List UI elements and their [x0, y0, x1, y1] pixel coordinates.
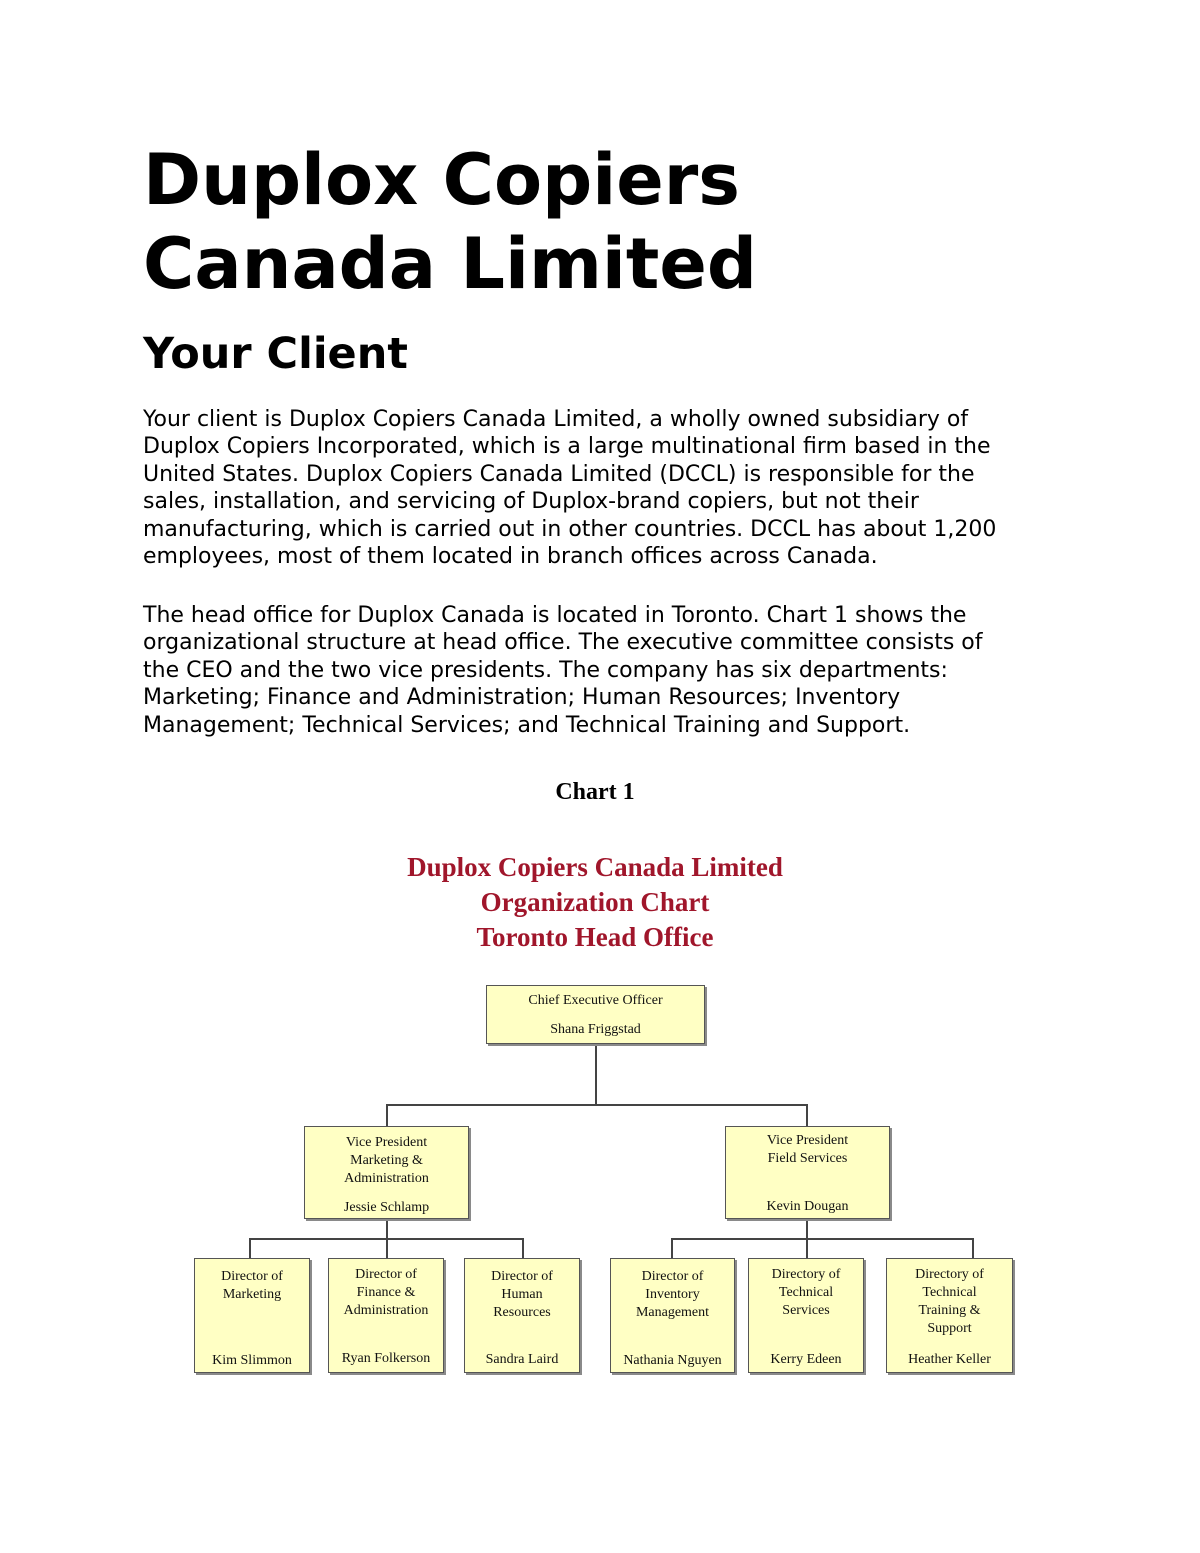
role-line: Administration: [344, 1171, 429, 1186]
connector-right-group-down: [806, 1219, 808, 1239]
paragraph-line: Your client is Duplox Copiers Canada Limited, a wholly owned subsidiary of: [143, 407, 969, 432]
director-name: Sandra Laird: [485, 1352, 559, 1367]
director-name: Heather Keller: [908, 1352, 991, 1367]
org-chart-title-line: Organization Chart: [480, 887, 710, 917]
role-line: Training &: [918, 1303, 981, 1318]
chart-label: Chart 1: [555, 779, 635, 805]
role-line: Administration: [343, 1303, 429, 1318]
role-line: Director of: [641, 1269, 704, 1284]
vp-role: [726, 1132, 889, 1168]
director-technical-services-box: [748, 1258, 864, 1373]
connector-left-drop-3: [522, 1238, 524, 1258]
director-role: [887, 1266, 1012, 1338]
role-line: Vice President: [766, 1133, 849, 1148]
role-line: Finance &: [356, 1285, 416, 1300]
paragraph-line: Management; Technical Services; and Technical Training and Support.: [143, 712, 911, 738]
paragraph-line: Marketing; Finance and Administration; Human Resources; Inventory: [143, 685, 901, 711]
connector-vp-right-down: [806, 1104, 808, 1126]
director-finance-administration-box: [328, 1258, 444, 1373]
ceo-box: [486, 985, 705, 1044]
vp-name: Jessie Schlamp: [343, 1200, 430, 1215]
paragraph-line: employees, most of them located in branch offices across Canada.: [143, 544, 878, 570]
vp-role: [305, 1134, 468, 1188]
connector-left-group-down: [386, 1219, 388, 1239]
ceo-role: Chief Executive Officer: [528, 993, 663, 1008]
director-marketing-box: [194, 1258, 310, 1373]
role-line: Directory of: [771, 1267, 841, 1282]
role-line: Field Services: [767, 1151, 848, 1166]
role-line: Directory of: [915, 1267, 984, 1282]
director-role: [465, 1268, 579, 1322]
connector-left-drop-1: [249, 1238, 251, 1258]
director-role: [611, 1268, 734, 1322]
role-line: Marketing &: [350, 1153, 423, 1168]
head-office-paragraph: [143, 602, 1063, 739]
role-line: Director of: [491, 1269, 553, 1284]
page-title-line-1: Duplox Copiers: [143, 139, 740, 221]
connector-vp-horizontal: [386, 1104, 808, 1106]
role-line: Human: [501, 1287, 543, 1302]
section-heading: Your Client: [143, 329, 408, 379]
ceo-name: Shana Friggstad: [550, 1022, 641, 1037]
connector-vp-left-down: [386, 1104, 388, 1126]
connector-left-drop-2: [386, 1238, 388, 1258]
director-role: [195, 1268, 309, 1304]
role-line: Support: [927, 1321, 972, 1336]
vp-name: Kevin Dougan: [766, 1199, 849, 1214]
role-line: Director of: [221, 1269, 283, 1284]
connector-right-drop-1: [671, 1238, 673, 1258]
director-name: Nathania Nguyen: [623, 1353, 722, 1368]
org-chart-title: [0, 850, 1190, 955]
paragraph-line: manufacturing, which is carried out in other countries. DCCL has about 1,200: [143, 516, 997, 542]
paragraph-line: the CEO and the two vice presidents. The company has six departments:: [143, 657, 948, 683]
director-role: [329, 1266, 443, 1320]
org-chart-title-line: Toronto Head Office: [476, 922, 714, 952]
director-inventory-management-box: [610, 1258, 735, 1373]
vp-field-services-box: [725, 1126, 890, 1219]
connector-right-group-horizontal: [671, 1238, 974, 1240]
role-line: Marketing: [222, 1287, 282, 1302]
org-chart-title-line: Duplox Copiers Canada Limited: [407, 852, 783, 882]
director-human-resources-box: [464, 1258, 580, 1373]
paragraph-line: United States. Duplox Copiers Canada Limited (DCCL) is responsible for the: [143, 461, 975, 487]
director-name: Kerry Edeen: [770, 1352, 842, 1367]
role-line: Technical: [778, 1285, 834, 1300]
role-line: Technical: [922, 1285, 977, 1300]
connector-right-drop-3: [972, 1238, 974, 1258]
paragraph-line: organizational structure at head office. The executive committee consists of: [143, 630, 983, 656]
role-line: Management: [635, 1305, 710, 1320]
paragraph-line: Duplox Copiers Incorporated, which is a large multinational firm based in the: [143, 434, 991, 460]
role-line: Director of: [355, 1267, 417, 1282]
connector-right-drop-2: [806, 1238, 808, 1258]
connector-ceo-down: [595, 1044, 597, 1105]
role-line: Vice President: [345, 1135, 428, 1150]
role-line: Resources: [493, 1305, 551, 1320]
role-line: Inventory: [645, 1287, 700, 1302]
director-role: [749, 1266, 863, 1320]
intro-paragraph: [143, 406, 1063, 570]
director-technical-training-support-box: [886, 1258, 1013, 1373]
paragraph-line: sales, installation, and servicing of Duplox-brand copiers, but not their: [143, 489, 919, 515]
role-line: Services: [782, 1303, 830, 1318]
page-title: [143, 138, 1043, 306]
vp-marketing-administration-box: [304, 1126, 469, 1219]
paragraph-line: The head office for Duplox Canada is located in Toronto. Chart 1 shows the: [143, 603, 967, 628]
director-name: Ryan Folkerson: [341, 1351, 431, 1366]
page-title-line-2: Canada Limited: [143, 223, 757, 305]
director-name: Kim Slimmon: [212, 1353, 292, 1368]
